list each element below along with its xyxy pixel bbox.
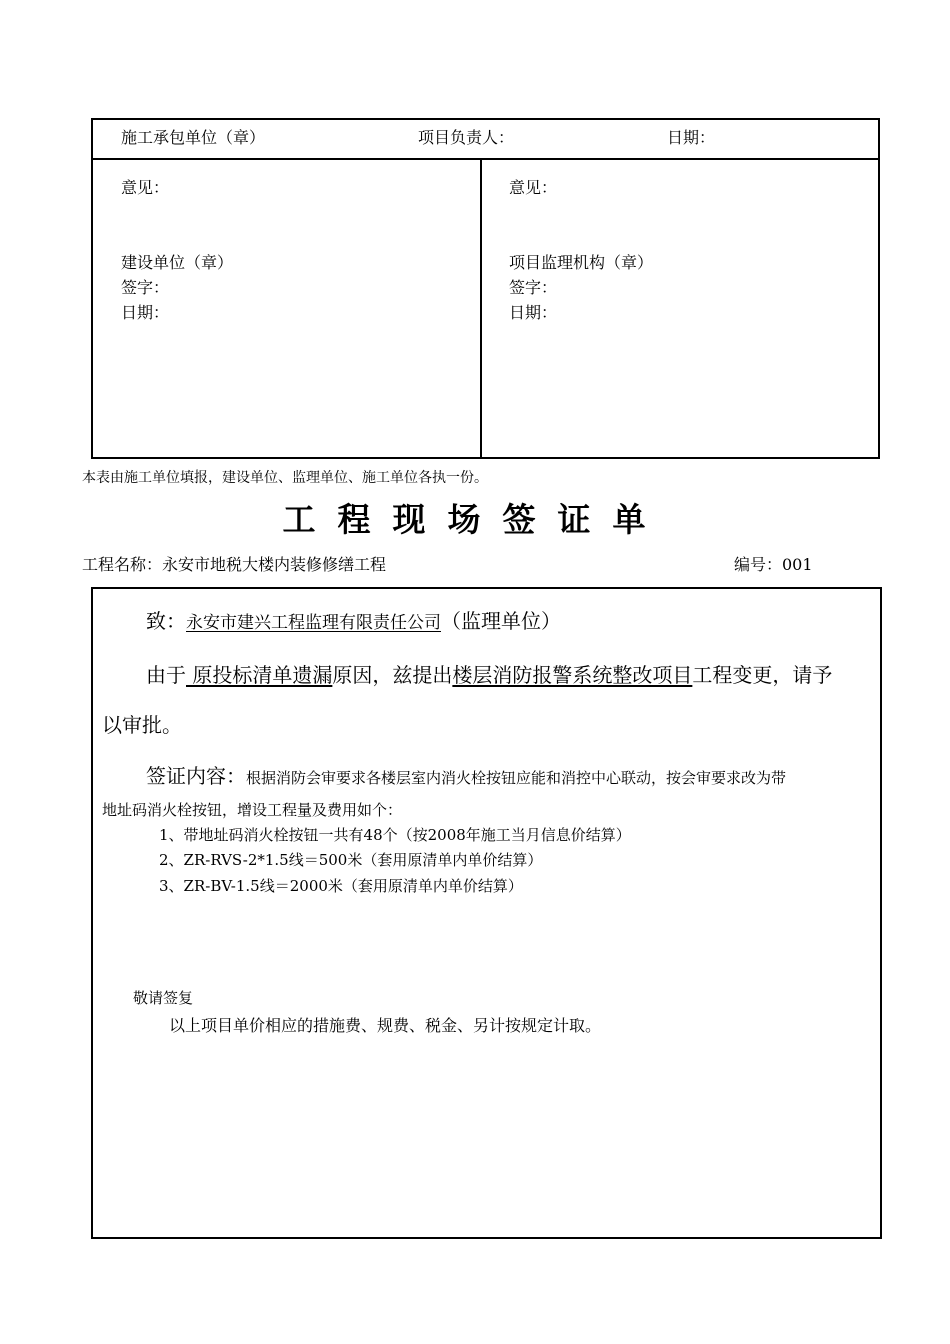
content-label: 签证内容： <box>146 764 246 788</box>
addressee-unit: 永安市建兴工程监理有限责任公司 <box>186 613 441 633</box>
change-item: 楼层消防报警系统整改项目 <box>452 663 693 687</box>
owner-opinion-label: 意见： <box>121 178 170 197</box>
reason-text: 原投标清单遗漏 <box>186 663 333 687</box>
pricing-note: 以上项目单价相应的措施费、规费、税金、另计按规定计取。 <box>169 1016 602 1035</box>
visa-content-box <box>91 587 882 1239</box>
addressee-suffix: （监理单位） <box>441 609 561 633</box>
addressee-prefix: 致： <box>146 609 186 633</box>
owner-sign-label: 签字： <box>121 278 170 297</box>
list-item: 1、带地址码消火栓按钮一共有48个（按2008年施工当月信息价结算） <box>159 826 631 844</box>
content-text: 根据消防会审要求各楼层室内消火栓按钮应能和消控中心联动，按会审要求改为带 <box>246 769 787 787</box>
date-label: 日期： <box>667 128 716 147</box>
supervisor-sign-label: 签字： <box>509 278 558 297</box>
contractor-row <box>93 120 878 160</box>
contractor-label: 施工承包单位（章） <box>121 128 266 147</box>
reason-mid: 原因，兹提出 <box>332 663 453 687</box>
reply-request: 敬请签复 <box>133 989 194 1007</box>
manager-label: 项目负责人： <box>418 128 515 147</box>
document-number: 编号：001 <box>734 555 813 574</box>
project-name: 工程名称：永安市地税大楼内装修修缮工程 <box>82 555 387 574</box>
list-item: 2、ZR-RVS-2*1.5线＝500米（套用原清单内单价结算） <box>159 851 543 869</box>
owner-unit-label: 建设单位（章） <box>121 253 234 272</box>
content-line <box>146 764 786 788</box>
approve-line: 以审批。 <box>102 713 182 737</box>
reason-suffix: 工程变更，请予 <box>692 663 833 687</box>
approval-table <box>91 118 880 459</box>
supervisor-opinion-label: 意见： <box>509 178 558 197</box>
reason-line <box>146 663 832 687</box>
owner-date-label: 日期： <box>121 303 170 322</box>
reason-prefix: 由于 <box>146 663 186 687</box>
column-divider <box>480 160 482 459</box>
page-title: 工程现场签证单 <box>282 500 668 539</box>
supervisor-date-label: 日期： <box>509 303 558 322</box>
list-item: 3、ZR-BV-1.5线＝2000米（套用原清单内单价结算） <box>159 877 523 895</box>
supervisor-unit-label: 项目监理机构（章） <box>509 253 654 272</box>
content-text-continued: 地址码消火栓按钮，增设工程量及费用如个： <box>102 801 403 819</box>
footnote: 本表由施工单位填报，建设单位、监理单位、施工单位各执一份。 <box>82 470 488 486</box>
addressee-line <box>146 609 561 633</box>
